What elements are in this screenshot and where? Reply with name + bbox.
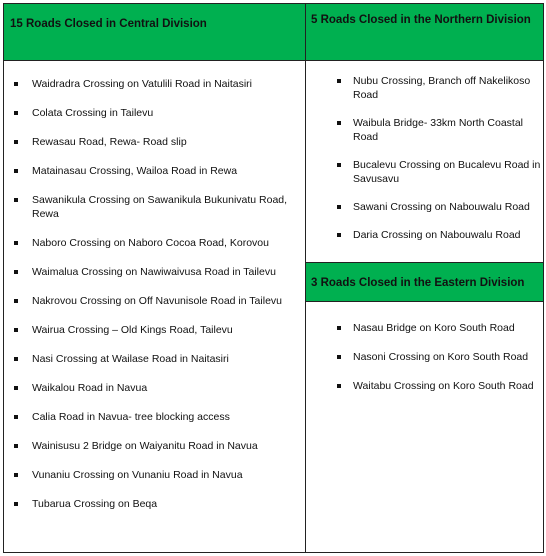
road-name: Matainasau Crossing, Wailoa Road in Rewa (32, 165, 238, 177)
road-name: Rewasau Road, Rewa- Road slip (32, 136, 187, 148)
list-item (353, 228, 541, 242)
road-name: Nasau Bridge on Koro South Road (353, 322, 515, 334)
list-item (353, 321, 541, 335)
list-item (353, 379, 541, 393)
bullet-icon (337, 121, 341, 125)
road-name: Waikalou Road in Navua (32, 382, 148, 394)
bullet-icon (337, 79, 341, 83)
road-name: Tubarua Crossing on Beqa (32, 498, 158, 510)
road-name: Calia Road in Navua- tree blocking access (32, 411, 230, 423)
north-east-column (306, 4, 543, 552)
bullet-icon (337, 355, 341, 359)
road-name: Vunaniu Crossing on Vunaniu Road in Navua (32, 469, 243, 481)
list-item (32, 164, 297, 178)
list-item (32, 381, 297, 395)
road-name: Wairua Crossing – Old Kings Road, Tailevu (32, 324, 233, 336)
road-name: Waimalua Crossing on Nawiwaivusa Road in Tailevu (32, 266, 276, 278)
list-item (32, 410, 297, 424)
list-item (32, 468, 297, 482)
list-item (32, 497, 297, 511)
road-name: Sawanikula Crossing on Sawanikula Bukunivatu Road, Rewa (32, 194, 288, 220)
road-name: Nubu Crossing, Branch off Nakelikoso Road (353, 75, 531, 101)
road-name: Naboro Crossing on Naboro Cocoa Road, Korovou (32, 237, 269, 249)
road-closures-table (3, 3, 544, 553)
bullet-icon (14, 140, 18, 144)
list-item (32, 439, 297, 453)
eastern-road-list (353, 321, 541, 408)
road-name: Nasi Crossing at Wailase Road in Naitasiri (32, 353, 229, 365)
central-division-heading: 15 Roads Closed in Central Division (4, 4, 305, 61)
list-item (32, 294, 297, 308)
list-item (353, 74, 541, 102)
bullet-icon (14, 415, 18, 419)
list-item (353, 200, 541, 214)
northern-road-list (353, 74, 541, 256)
bullet-icon (14, 169, 18, 173)
bullet-icon (337, 205, 341, 209)
bullet-icon (14, 270, 18, 274)
list-item (32, 193, 297, 221)
list-item (32, 352, 297, 366)
road-name: Bucalevu Crossing on Bucalevu Road in Savusavu (353, 159, 541, 185)
list-item (353, 116, 541, 144)
list-item (353, 158, 541, 186)
northern-division-heading: 5 Roads Closed in the Northern Division (306, 4, 543, 61)
list-item (353, 350, 541, 364)
road-name: Wainisusu 2 Bridge on Waiyanitu Road in Navua (32, 440, 258, 452)
list-item (32, 77, 297, 91)
bullet-icon (14, 357, 18, 361)
road-name: Sawani Crossing on Nabouwalu Road (353, 201, 530, 213)
road-name: Nakrovou Crossing on Off Navunisole Road in Tailevu (32, 295, 282, 307)
bullet-icon (14, 198, 18, 202)
bullet-icon (14, 328, 18, 332)
road-name: Daria Crossing on Nabouwalu Road (353, 229, 521, 241)
road-name: Colata Crossing in Tailevu (32, 107, 154, 119)
bullet-icon (337, 326, 341, 330)
eastern-division-heading: 3 Roads Closed in the Eastern Division (306, 262, 543, 302)
list-item (32, 236, 297, 250)
road-name: Nasoni Crossing on Koro South Road (353, 351, 529, 363)
bullet-icon (337, 384, 341, 388)
bullet-icon (14, 444, 18, 448)
bullet-icon (14, 502, 18, 506)
list-item (32, 265, 297, 279)
bullet-icon (337, 163, 341, 167)
bullet-icon (14, 386, 18, 390)
list-item (32, 135, 297, 149)
list-item (32, 323, 297, 337)
road-name: Waibula Bridge- 33km North Coastal Road (353, 117, 524, 143)
central-division-column (4, 4, 306, 552)
bullet-icon (14, 299, 18, 303)
list-item (32, 106, 297, 120)
road-name: Waitabu Crossing on Koro South Road (353, 380, 534, 392)
road-name: Waidradra Crossing on Vatulili Road in Naitasiri (32, 78, 253, 90)
bullet-icon (14, 82, 18, 86)
bullet-icon (337, 233, 341, 237)
bullet-icon (14, 111, 18, 115)
central-road-list (32, 77, 297, 526)
bullet-icon (14, 241, 18, 245)
bullet-icon (14, 473, 18, 477)
